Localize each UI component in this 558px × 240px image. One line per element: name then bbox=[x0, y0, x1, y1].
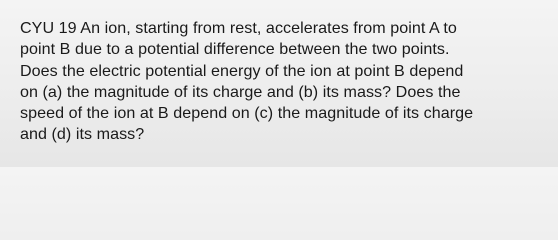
question-line: point B due to a potential difference between the two points. bbox=[20, 40, 450, 59]
question-line: speed of the ion at B depend on (c) the magnitude of its charge bbox=[20, 104, 474, 123]
question-text bbox=[20, 18, 546, 146]
question-line: and (d) its mass? bbox=[20, 125, 145, 144]
question-line: Does the electric potential energy of the ion at point B depend bbox=[20, 61, 464, 80]
question-line: CYU 19 An ion, starting from rest, accelerates from point A to bbox=[20, 19, 457, 37]
question-line: on (a) the magnitude of its charge and (b) its mass? Does the bbox=[20, 82, 461, 101]
